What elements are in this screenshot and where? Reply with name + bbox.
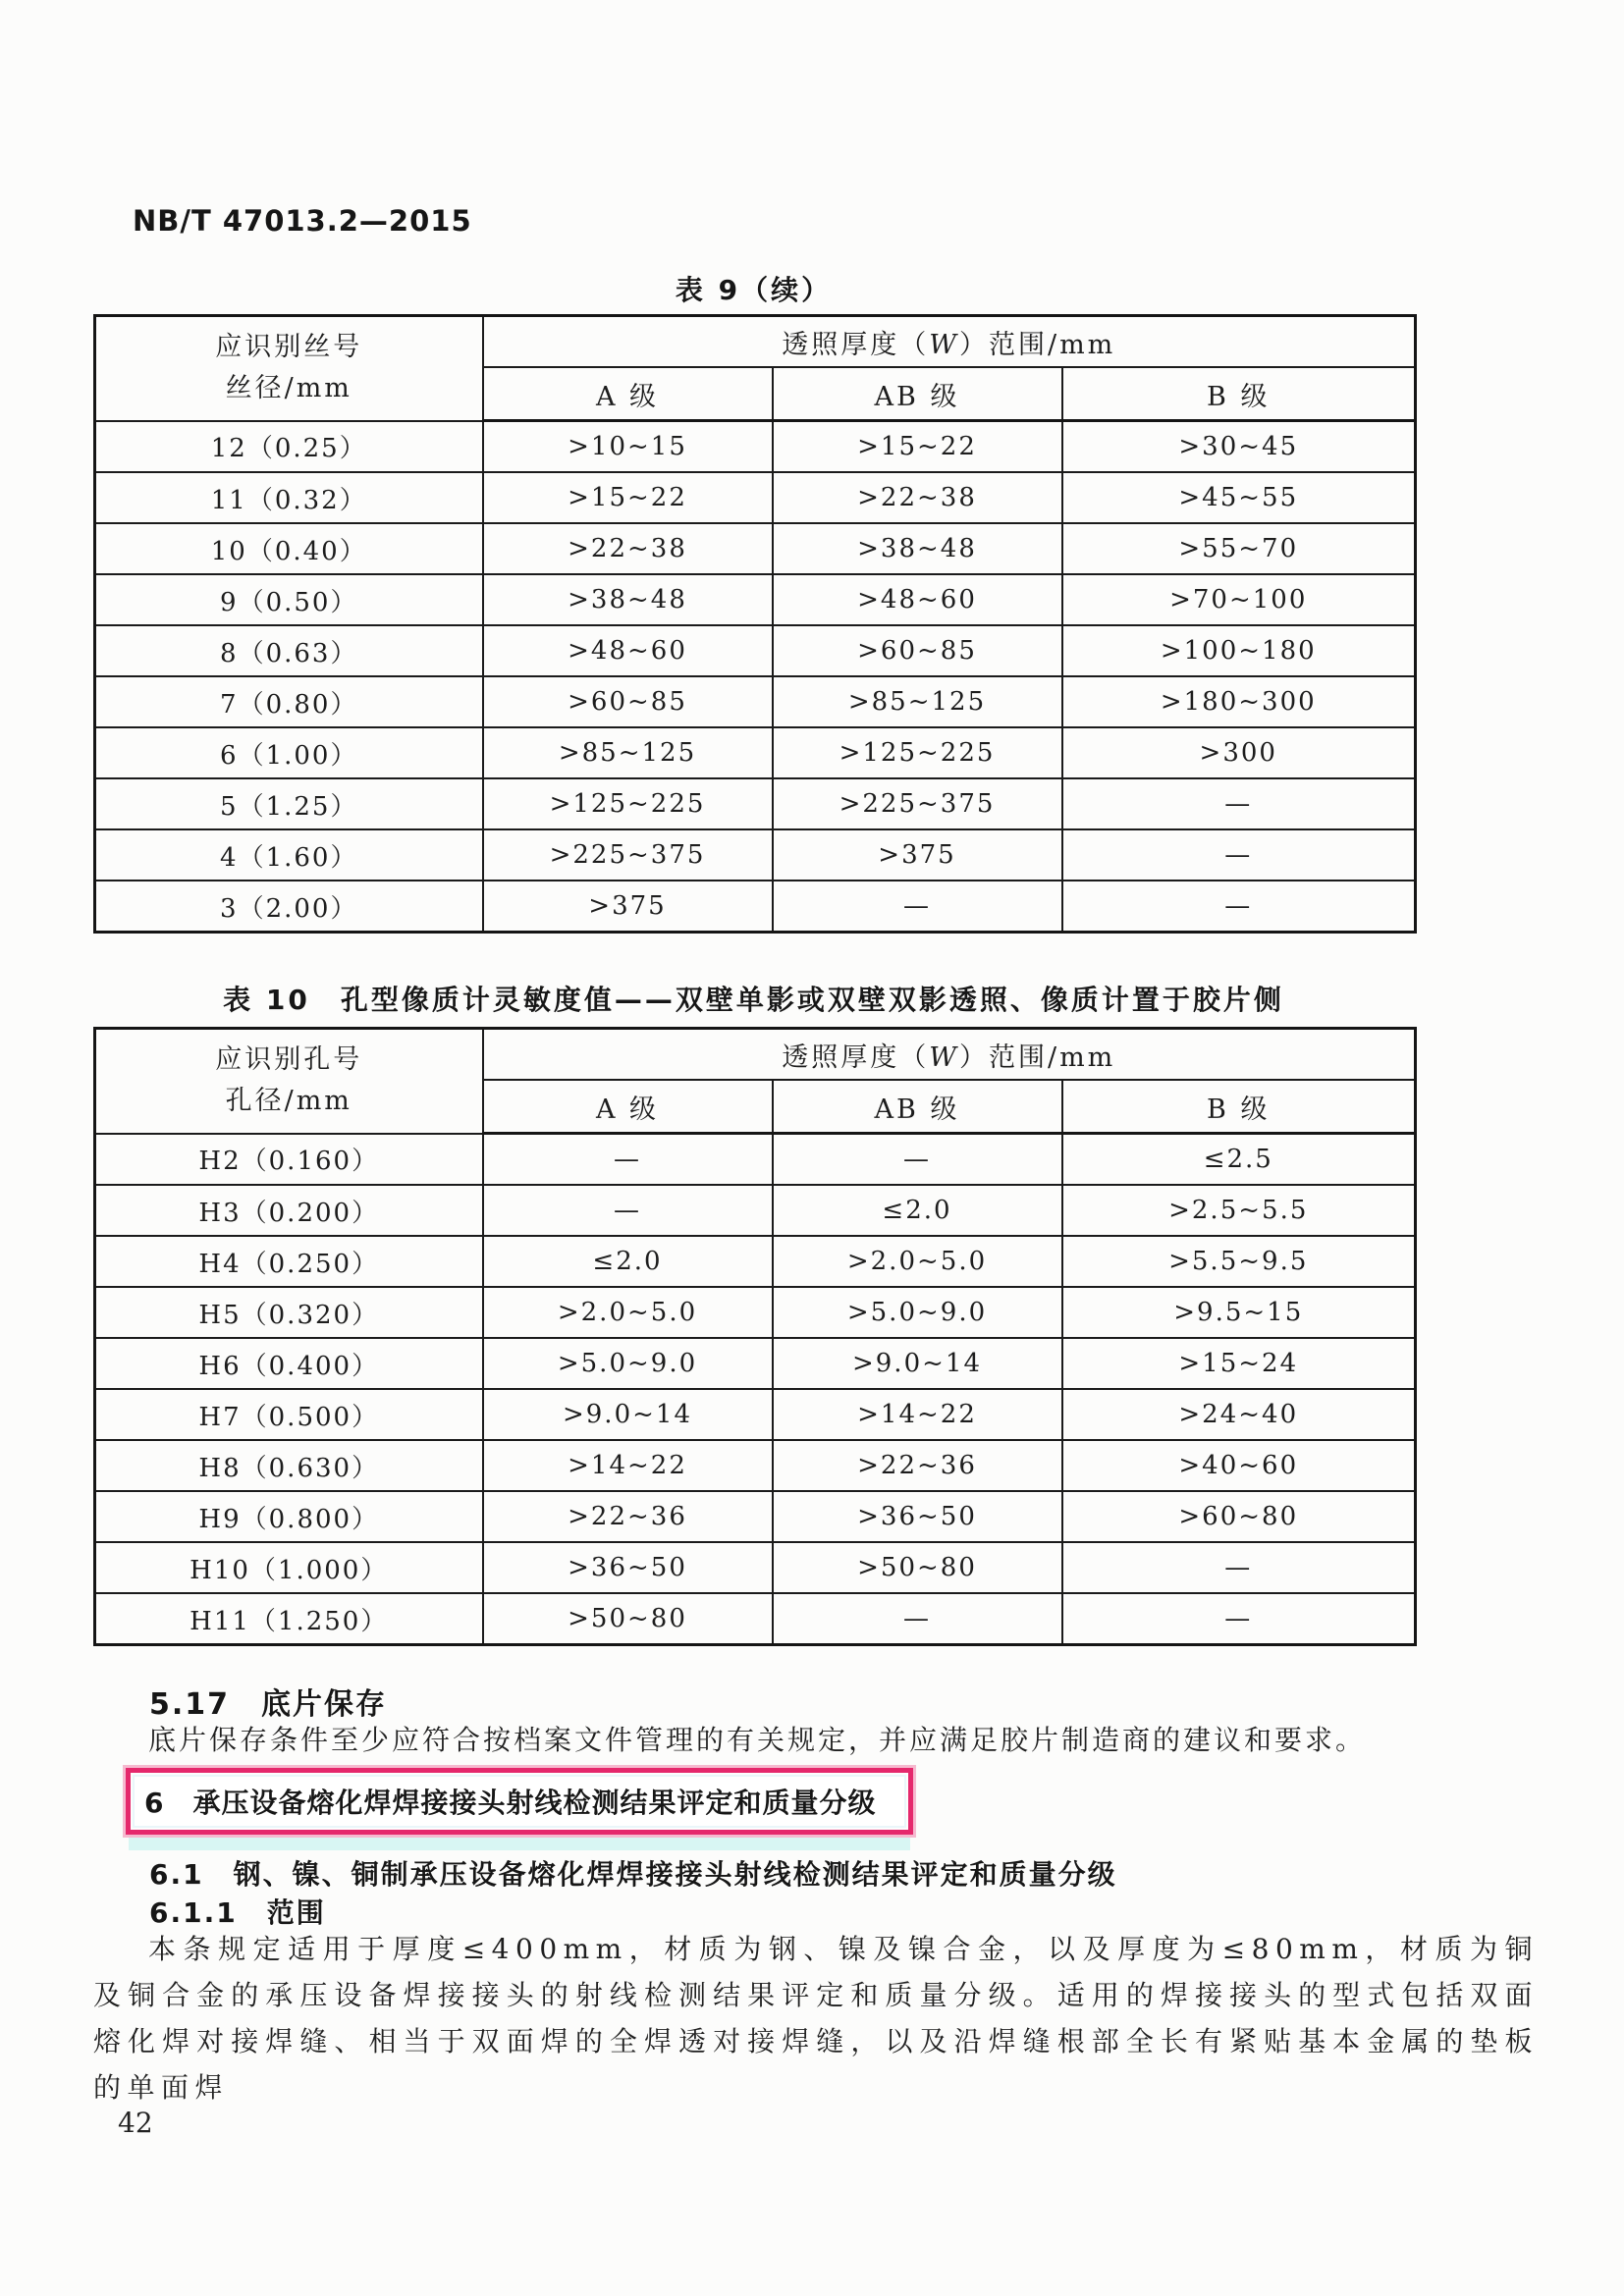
value-cell: — [1062, 778, 1416, 829]
table-row [95, 625, 1416, 676]
thickness-header-symbol: W [929, 1041, 959, 1073]
value-cell: >2.0~5.0 [773, 1236, 1062, 1287]
section-5-17-heading: 5.17 底片保存 [149, 1687, 388, 1722]
table-row [95, 778, 1416, 829]
row-label-cell: 12（0.25） [95, 421, 483, 473]
row-label-cell: 5（1.25） [95, 778, 483, 829]
section-6-heading: 6 承压设备熔化焊焊接接头射线检测结果评定和质量分级 [144, 1787, 877, 1819]
value-cell: — [483, 1134, 773, 1186]
section-5-17-paragraph: 底片保存条件至少应符合按档案文件管理的有关规定，并应满足胶片制造商的建议和要求。 [148, 1724, 1367, 1756]
value-cell: ≤2.0 [773, 1185, 1062, 1236]
value-cell: >2.5~5.5 [1062, 1185, 1416, 1236]
value-cell: — [1062, 1593, 1416, 1645]
thickness-header-pre: 透照厚度（ [782, 1041, 930, 1073]
row-label-cell: 6（1.00） [95, 727, 483, 778]
value-cell: — [1062, 881, 1416, 933]
row-label-cell: H5（0.320） [95, 1287, 483, 1338]
value-cell: >225~375 [773, 778, 1062, 829]
value-cell: >5.0~9.0 [483, 1338, 773, 1389]
table10-id-header [95, 1029, 483, 1134]
row-label-cell: 10（0.40） [95, 523, 483, 574]
value-cell: >9.0~14 [773, 1338, 1062, 1389]
value-cell: >5.0~9.0 [773, 1287, 1062, 1338]
value-cell: >38~48 [773, 523, 1062, 574]
value-cell: — [1062, 829, 1416, 881]
id-header-line1: 应识别丝号 [215, 332, 363, 363]
table10-header-row-1 [95, 1029, 1416, 1081]
value-cell: >225~375 [483, 829, 773, 881]
table9 [93, 314, 1417, 934]
table-row [95, 1389, 1416, 1440]
value-cell: >60~85 [773, 625, 1062, 676]
value-cell: >15~22 [483, 472, 773, 523]
value-cell: ≤2.0 [483, 1236, 773, 1287]
value-cell: >60~85 [483, 676, 773, 727]
table-row [95, 1134, 1416, 1186]
grade-ab-header: AB 级 [773, 1080, 1062, 1134]
row-label-cell: 3（2.00） [95, 881, 483, 933]
row-label-cell: H8（0.630） [95, 1440, 483, 1491]
value-cell: >9.5~15 [1062, 1287, 1416, 1338]
row-label-cell: H10（1.000） [95, 1542, 483, 1593]
table-row [95, 574, 1416, 625]
table10 [93, 1027, 1417, 1646]
table10-title: 表 10 孔型像质计灵敏度值——双壁单影或双壁双影透照、像质计置于胶片侧 [223, 984, 1284, 1016]
table9-title: 表 9（续） [675, 274, 833, 306]
table-row [95, 1491, 1416, 1542]
value-cell: >30~45 [1062, 421, 1416, 473]
row-label-cell: 11（0.32） [95, 472, 483, 523]
value-cell: >10~15 [483, 421, 773, 473]
row-label-cell: H2（0.160） [95, 1134, 483, 1186]
id-header-line1: 应识别孔号 [215, 1044, 363, 1076]
grade-b-header: B 级 [1062, 1080, 1416, 1134]
value-cell: >85~125 [483, 727, 773, 778]
table10-body [95, 1134, 1416, 1645]
row-label-cell: H11（1.250） [95, 1593, 483, 1645]
value-cell: >22~36 [483, 1491, 773, 1542]
value-cell: — [773, 881, 1062, 933]
table9-header-row-1 [95, 316, 1416, 368]
table-row [95, 829, 1416, 881]
value-cell: >300 [1062, 727, 1416, 778]
value-cell: >36~50 [773, 1491, 1062, 1542]
page-number: 42 [118, 2107, 153, 2139]
section-6-1-heading: 6.1 钢、镍、铜制承压设备熔化焊焊接接头射线检测结果评定和质量分级 [149, 1858, 1117, 1891]
value-cell: >36~50 [483, 1542, 773, 1593]
row-label-cell: H7（0.500） [95, 1389, 483, 1440]
table-row [95, 523, 1416, 574]
row-label-cell: 8（0.63） [95, 625, 483, 676]
section-6-1-1-paragraph: 本条规定适用于厚度≤400mm，材质为钢、镍及镍合金，以及厚度为≤80mm，材质为铜及铜合金的承压设备焊接接头的射线检测结果评定和质量分级。适用的焊接接头的型式包括双面熔化焊对接焊缝、相当于双面焊的全焊透对接焊缝，以及沿焊缝根部全长有紧贴基本金属的垫板的单面焊 [93, 1933, 1539, 2104]
value-cell: — [773, 1593, 1062, 1645]
table9-thickness-header [483, 316, 1416, 368]
value-cell: >24~40 [1062, 1389, 1416, 1440]
value-cell: >14~22 [773, 1389, 1062, 1440]
value-cell: >15~24 [1062, 1338, 1416, 1389]
table-row [95, 1440, 1416, 1491]
value-cell: >60~80 [1062, 1491, 1416, 1542]
value-cell: >9.0~14 [483, 1389, 773, 1440]
table-row [95, 472, 1416, 523]
row-label-cell: 9（0.50） [95, 574, 483, 625]
value-cell: >375 [483, 881, 773, 933]
value-cell: >22~38 [483, 523, 773, 574]
table-row [95, 1593, 1416, 1645]
value-cell: >180~300 [1062, 676, 1416, 727]
value-cell: >38~48 [483, 574, 773, 625]
value-cell: >125~225 [483, 778, 773, 829]
row-label-cell: H4（0.250） [95, 1236, 483, 1287]
thickness-header-post: ）范围/mm [958, 1041, 1116, 1073]
row-label-cell: H3（0.200） [95, 1185, 483, 1236]
thickness-header-symbol: W [929, 329, 959, 360]
value-cell: ≤2.5 [1062, 1134, 1416, 1186]
value-cell: >85~125 [773, 676, 1062, 727]
value-cell: >5.5~9.5 [1062, 1236, 1416, 1287]
thickness-header-post: ）范围/mm [958, 329, 1116, 360]
value-cell: >50~80 [773, 1542, 1062, 1593]
table9-body [95, 421, 1416, 933]
value-cell: >70~100 [1062, 574, 1416, 625]
table-row [95, 1287, 1416, 1338]
value-cell: >125~225 [773, 727, 1062, 778]
section-6-1-1-heading: 6.1.1 范围 [149, 1896, 326, 1929]
highlight-underline [129, 1838, 910, 1850]
value-cell: >45~55 [1062, 472, 1416, 523]
grade-a-header: A 级 [483, 1080, 773, 1134]
value-cell: >375 [773, 829, 1062, 881]
table-row [95, 1542, 1416, 1593]
grade-a-header: A 级 [483, 367, 773, 421]
thickness-header-pre: 透照厚度（ [782, 329, 930, 360]
value-cell: >2.0~5.0 [483, 1287, 773, 1338]
value-cell: >50~80 [483, 1593, 773, 1645]
table10-thickness-header [483, 1029, 1416, 1081]
value-cell: >22~38 [773, 472, 1062, 523]
table-row [95, 421, 1416, 473]
table9-id-header [95, 316, 483, 421]
value-cell: >15~22 [773, 421, 1062, 473]
grade-ab-header: AB 级 [773, 367, 1062, 421]
value-cell: — [1062, 1542, 1416, 1593]
table-row [95, 676, 1416, 727]
table-row [95, 1236, 1416, 1287]
table-row [95, 881, 1416, 933]
id-header-line2: 丝径/mm [225, 373, 352, 404]
value-cell: >48~60 [483, 625, 773, 676]
table-row [95, 1338, 1416, 1389]
value-cell: >22~36 [773, 1440, 1062, 1491]
value-cell: — [773, 1134, 1062, 1186]
document-number: NB/T 47013.2—2015 [133, 204, 472, 238]
table-row [95, 1185, 1416, 1236]
value-cell: — [483, 1185, 773, 1236]
value-cell: >55~70 [1062, 523, 1416, 574]
value-cell: >40~60 [1062, 1440, 1416, 1491]
row-label-cell: 4（1.60） [95, 829, 483, 881]
table-row [95, 727, 1416, 778]
value-cell: >14~22 [483, 1440, 773, 1491]
value-cell: >48~60 [773, 574, 1062, 625]
grade-b-header: B 级 [1062, 367, 1416, 421]
value-cell: >100~180 [1062, 625, 1416, 676]
section-6-highlight-box [126, 1768, 913, 1835]
id-header-line2: 孔径/mm [225, 1086, 352, 1117]
row-label-cell: H9（0.800） [95, 1491, 483, 1542]
row-label-cell: H6（0.400） [95, 1338, 483, 1389]
row-label-cell: 7（0.80） [95, 676, 483, 727]
